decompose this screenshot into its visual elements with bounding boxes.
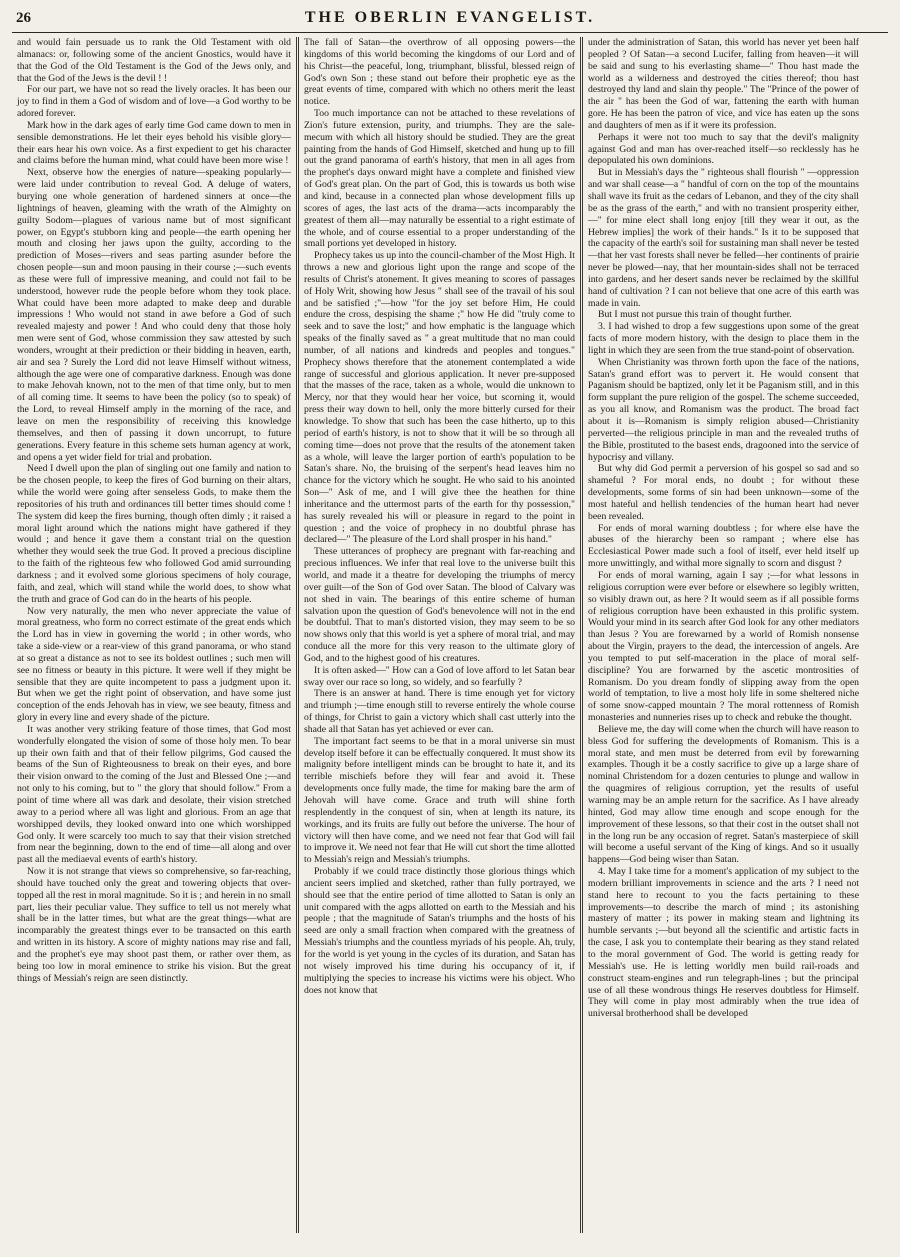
article-paragraph: 4. May I take time for a moment's application of my subject to the modern brilliant improvements in science and the arts ? I need not stand here to recount to you the facts pertaining to these improvements—to describe the march of mind ; its astonishing mastery of matter ; its power in making steam and lightning its humble servants ;—but beyond all the scientific and artistic facts in the case, I ask you to contemplate their bearing as they stand related to the moral government of God. The world is getting ready for Messiah's use. He is letting worldly men build rail-roads and construct steam-engines and run telegraph-lines ; but the principal use of all these wondrous things He reserves doubtless for Himself. They will come in play most admirably when the true idea of universal brotherhood shall be developed xyxy=(588,866,859,1020)
article-paragraph: For our part, we have not so read the lively oracles. It has been our joy to find in them a God of wisdom and of love—a God worthy to be adored forever. xyxy=(17,84,291,120)
newspaper-page xyxy=(12,8,888,1239)
article-paragraph: But in Messiah's days the " righteous shall flourish " —oppression and war shall cease—a " handful of corn on the top of the mountains shall wave its fruit as the cedars of Lebanon, and they of the city shall be as the grass of the earth," and with no transient prosperity either,—" for mine elect shall long enjoy [till they wear it out, as the Hebrew implies] the work of their hands." Is it to be supposed that the capacity of the earth's soil for sustaining man shall never be tested—that her vast forests shall never be felled—her continents of prairie never be plowed—nay, that her mountain-sides shall not be terraced into gardens, and her desert sands never be reclaimed by the skillful hand of cultivation ? I can not believe that one acre of this earth was made in vain. xyxy=(588,167,859,309)
article-paragraph: It was another very striking feature of those times, that God most wonderfully elongated the vision of some of those holy men. To bear up their own faith and that of their fellow pilgrims, God caused the beams of the Sun of Righteousness to break on their eyes, and bore their vision onward to the coming of the Just and Blessed One ;—and not only to his coming, but to " the glory that should follow." From a point of time where all was dark and desolate, their vision stretched away to a period where all was light and glorious. From an age that worshipped devils, they looked onward into one which worshipped God only. It were scarcely too much to say that their vision stretched from near the beginning, down to the end of time—all along and over past all the mediaeval events of earth's history. xyxy=(17,723,291,866)
article-paragraph: For ends of moral warning doubtless ; for where else have the abuses of the hierarchy been so rampant ; where else has Ecclesiastical Power made such a fool of itself, ever held itself up more unwittingly, and withal more signally to scorn and disgust ? xyxy=(588,522,859,570)
article-paragraph: 3. I had wished to drop a few suggestions upon some of the great facts of more modern history, with the design to place them in the light in which they are seen from the true stand-point of observation. xyxy=(588,321,859,356)
article-paragraph: Probably if we could trace distinctly those glorious things which ancient seers implied and sketched, rather than fully portrayed, we should see that the entire period of time allotted to Satan is only an unit compared with the agps allotted on earth to the Messiah and his people ; that the magnitude of Satan's triumphs and the hosts of his seed are only a small fraction when compared with the greatness of Messiah's triumphs and the countless myriads of his people. Ah, truly, for the world is yet young in the cycles of its duration, and Satan has not wisely improved his time during his occupancy of it, if multiplying the species to increase his victims were his object. Who does not know that xyxy=(304,866,575,996)
article-paragraph: There is an answer at hand. There is time enough yet for victory and triumph ;—time enough still to reverse entirely the whole course of things, for Christ to gain a victory which shall cast utterly into the shade all that Satan has yet achieved or ever can. xyxy=(304,688,575,735)
running-title: THE OBERLIN EVANGELIST. xyxy=(304,9,596,26)
article-paragraph: Perhaps it were not too much to say that the devil's malignity against God and man has over-reached itself—so recklessly has he depopulated his own dominions. xyxy=(588,131,859,167)
article-paragraph: But I must not pursue this train of thought further. xyxy=(598,309,792,321)
column-middle xyxy=(296,37,580,1233)
column-left xyxy=(12,37,296,1233)
column-right xyxy=(580,37,864,1233)
article-paragraph: under the administration of Satan, this world has never yet been half peopled ? Of Satan—a second Lucifer, falling from heaven—it will be said and sung to his everlasting shame—" Thou hast made the world as a wilderness and destroyed the cities thereof; thou hast destroyed thy land and slain thy people." The "Prince of the power of the air " has been the God of war, fattening the earth with human gore. He has been the patron of vice, and vice has eaten up the sons and daughters of men as if it were its profession. xyxy=(588,37,859,131)
article-paragraph: But why did God permit a perversion of his gospel so sad and so shameful ? For moral ends, no doubt ; for without these developments, some forms of sin had been unknown—some of the most hateful and hellish tendencies of the human heart had never been revealed. xyxy=(588,463,859,522)
article-paragraph: These utterances of prophecy are pregnant with far-reaching and precious influences. We infer that real love to the universe built this world, and made it a theatre for developing the triumphs of mercy over guilt—of the Son of God over Satan. The blood of Calvary was not shed in vain. The bearings of this entire scheme of human salvation upon the question of God's benevolence will not in the end be doubtful. That to man's distorted vision, they may seem to be so now shows only that this world is yet a sphere of moral trial, and may conduce all the more for this very reason to the ultimate glory of God, and to the highest good of his creatures. xyxy=(304,546,575,664)
article-paragraph: The important fact seems to be that in a moral universe sin must develop itself before it can be effectually conquered. It must show its malignity before intelligent minds can be brought to hate it, and its terrible mischiefs before they will fear and avoid it. These developments once fully made, the time for making bare the arm of Jehovah will have come. Grace and truth will shine forth resplendently in the conquest of sin, when at length its nature, its workings, and its fruits are fully out before the universe. The hour of victory will then have come, and we need not fear that God will fail to improve it. We need not fear that He will cut short the time allotted to Messiah's reign and Messiah's triumphs. xyxy=(304,735,575,866)
article-paragraph: Now very naturally, the men who never appreciate the value of moral greatness, who form no correct estimate of the great ends which the Lord has in view in governing the world ; in other words, who take a side-view or a rear-view of this grand panorama, or who stand at so great a distance as not to see its boldest outlines ; such men will see no fitness or beauty in this picture. It were well if they might be sensible that they are quite incompetent to pass a judgment upon it. But when we get the right point of observation, and have some just conception of the ends Jehovah has in view, we see beauty, fitness and glory in every line and every shade of the picture. xyxy=(17,605,291,724)
article-paragraph: Too much importance can not be attached to these revelations of Zion's future extension, purity, and triumphs. They are the sale-mecum with which all history should be studied. They are the great painting from the hands of God Himself, sketched and hung up to fill out the grand panorama of earth's history, that men in all ages from the prophet's days onward might have a complete and finished view of God's great plan. On the part of God, this is towards us both wise and kind, because in a connected plan whose development fills up scores of ages, the last acts of the drama—acts incomparably the greatest of them all—may naturally be essential to a right estimate of the whole, and of course essential to a proper understanding of the small portions yet developed in history. xyxy=(304,108,575,250)
article-paragraph: Next, observe how the energies of nature—speaking popularly—were laid under contribution to reveal God. A deluge of waters, burying one whole generation of hardened sinners at once—the lightnings of heaven, gleaming with the wrath of the Almighty on guilty Sodom—plagues of various name but of most significant power, on Egypt's stubborn king and people—the earth opening her mouth and closing her jaws upon the guilty, according to the prediction of Moses—rivers and seas parting asunder before the chosen people—sun and moon pausing in their course ;—such events as these were full of impressive meaning, and could not fail to be understood, however rude the people before whom they took place. What could have been more adapted to make deep and durable impressions ! Who would not stand in awe before a God of such revealed majesty and power ! And who could deny that those holy men were sent of God, whose commission they saw attested by such wonders, wrought at their prediction or their bidding in heaven, earth, air and sea ? Surely the Lord did not leave Himself without witness, although the age were one of comparative darkness. Enough was done to make Jehovah known, not to the men of that time only, but to men of all coming time. It seems to have been the policy (so to speak) of the Lord, to reveal Himself amply in the morning of the race, and leave on men the responsibility of receiving this knowledge themselves, and then of passing it down uncorrupt, to future generations. Every feature in this scheme sets human agency at work, and opens a yet wider field for trial and probation. xyxy=(17,167,291,463)
article-paragraph: Prophecy takes us up into the council-chamber of the Most High. It throws a new and glorious light upon the range and scope of the results of Christ's atonement. It gives meaning to scores of passages of Holy Writ, showing how Jesus " shall see of the travail of his soul and be satisfied ;"—how "for the joy set before Him, He could endure the cross, despising the shame ;" how He did "truly come to seek and to save the lost;" and how emphatic is the language which speaks of the finally saved as " a great multitude that no man could number, of all nations and kindreds and peoples and tongues." Prophecy shows therefore that the atonement contemplated a wide range of successful and glorious application. It never pre-supposed that the masses of the race, taken as a whole, would die unknown to Mercy, nor that they would hear her voice, but scorning it, would press their way down to hell, only the more bitterly cursed for their knowledge. To show that such has been the case hitherto, up to this period of earth's history, is not to show that it will be so through all coming time—does not prove that the results of the atonement taken as a whole, will leave the larger portion of earth's population to be Satan's share. No, the bruising of the serpent's head leaves him no chance for the victory which he sought. He who said to his anointed Son—" Ask of me, and I will give thee the heathen for thine inheritance and the uttermost parts of the earth for thy possession," has surely revealed his will or pleasure in regard to the point in question ; and the voice of prophecy in no doubtful phrase has declared—" The pleasure of the Lord shall prosper in his hand." xyxy=(304,250,575,546)
article-paragraph: When Christianity was thrown forth upon the face of the nations, Satan's grand effort was to pervert it. He would consent that Paganism should be baptized, only let it be Paganism still, and in this form supplant the pure religion of the gospel. The scheme succeeded, as you all know, and Romanism was the product. The broad fact about it is—Romanism is simply religion abused—Christianity perverted—the religious principle in man and the revealed truths of the Bible, prostituted to the basest ends, dragooned into the service of hypocrisy and villany. xyxy=(588,356,859,463)
article-paragraph: It is often asked—" How can a God of love afford to let Satan bear sway over our race so long, so widely, and so fearfully ? xyxy=(304,664,575,688)
text-columns xyxy=(12,37,888,1233)
masthead xyxy=(12,8,888,33)
article-paragraph: and would fain persuade us to rank the Old Testament with old almanacs: or, following some of the ancient Gnostics, would have it that the God of the Old Testament is the God of the Jews only, and that the God of the Jews is the devil ! ! xyxy=(17,37,291,84)
article-paragraph: Mark how in the dark ages of early time God came down to men in sensible demonstrations. He let their eyes behold his visible glory—their ears hear his own voice. As a first expedient to get his character and claims before the human mind, what could have been more wise ! xyxy=(17,119,291,167)
article-paragraph: The fall of Satan—the overthrow of all opposing powers—the kingdoms of this world becoming the kingdoms of our Lord and of his Christ—the peaceful, long, triumphant, blissful, blessed reign of God's own Son ; these stand out before their prophetic eye as the great events of time, compared with which no others merit the least notice. xyxy=(304,37,575,108)
article-paragraph: Believe me, the day will come when the church will have reason to bless God for suffering the developments of Romanism. This is a moral state, and men must be deterred from evil by forewarning examples. Though it be a costly sacrifice to give up a large share of nominal Christendom for a dozen centuries to plunge and wallow in the quagmires of religious corruption, yet the results of useful warning may be an ample return for the sacrifice. As I have already hinted, God may allow time enough and scope enough for the improvement of these lessons, so that their cost in the outset shall not in the long run be any occasion of regret. Satan's masterpiece of skill will become a useful servant of the King of kings. And so it usually happens—God being wiser than Satan. xyxy=(588,723,859,866)
article-paragraph: Now it is not strange that views so comprehensive, so far-reaching, should have touched only the great and towering objects that over-topped all the rest in moral magnitude. So it is ; and herein in no small part, lies their peculiar value. They suffice to tell us not merely what shall be in the latter times, but what are the great things—what are incomparably the greatest things ever to be transacted on this earth and written in its history. A score of mighty nations may rise and fall, and the prophet's eye may shoot past them, or rather over them, as being too low in moral eminence to strike his vision. But the great things of Messiah's reign are seen distinctly. xyxy=(17,866,291,984)
article-paragraph: For ends of moral warning, again I say ;—for what lessons in religious corruption were ever before or elsewhere so legibly written, so visibly drawn out, as here ? It would seem as if all possible forms of religious corruption have been exhausted in this prolific system. Would your mind in its search after God look for any other mediators than Jesus ? You are forewarned by a world of Romish nonsense about the Virgin, prayers to the dead, the intercession of angels. Are you tempted to put self-maceration in the place of moral self-discipline? You are forwarned by the ascetic montrosities of Romanism. Do you dream fondly of slipping away from the open world of temptation, to live a most holy life in some sheltered niche of some snow-capped mountain ? The moral rottenness of Romish monasteries and nunneries rises up to check and rebuke the thought. xyxy=(588,569,859,724)
article-paragraph: Need I dwell upon the plan of singling out one family and nation to be the chosen people, to keep the fires of God burning on their altars, while the world were going after senseless Gods, to make them the repositories of his truth and ordinances till better times should come ! The system did keep the fires burning, though often dimly ; it raised a moral light around which the nations might have gathered if they would ; and hence it gave them a constant trial on the question whether they would seek the true God. It proved a precious discipline to the faith of the righteous few who followed God amid surrounding darkness ; and it evolved some glorious specimens of holy courage, faith, and zeal, which will stand while the world does, to show what the truth and grace of God can do in the hearts of his people. xyxy=(17,463,291,605)
page-number: 26 xyxy=(16,10,31,26)
